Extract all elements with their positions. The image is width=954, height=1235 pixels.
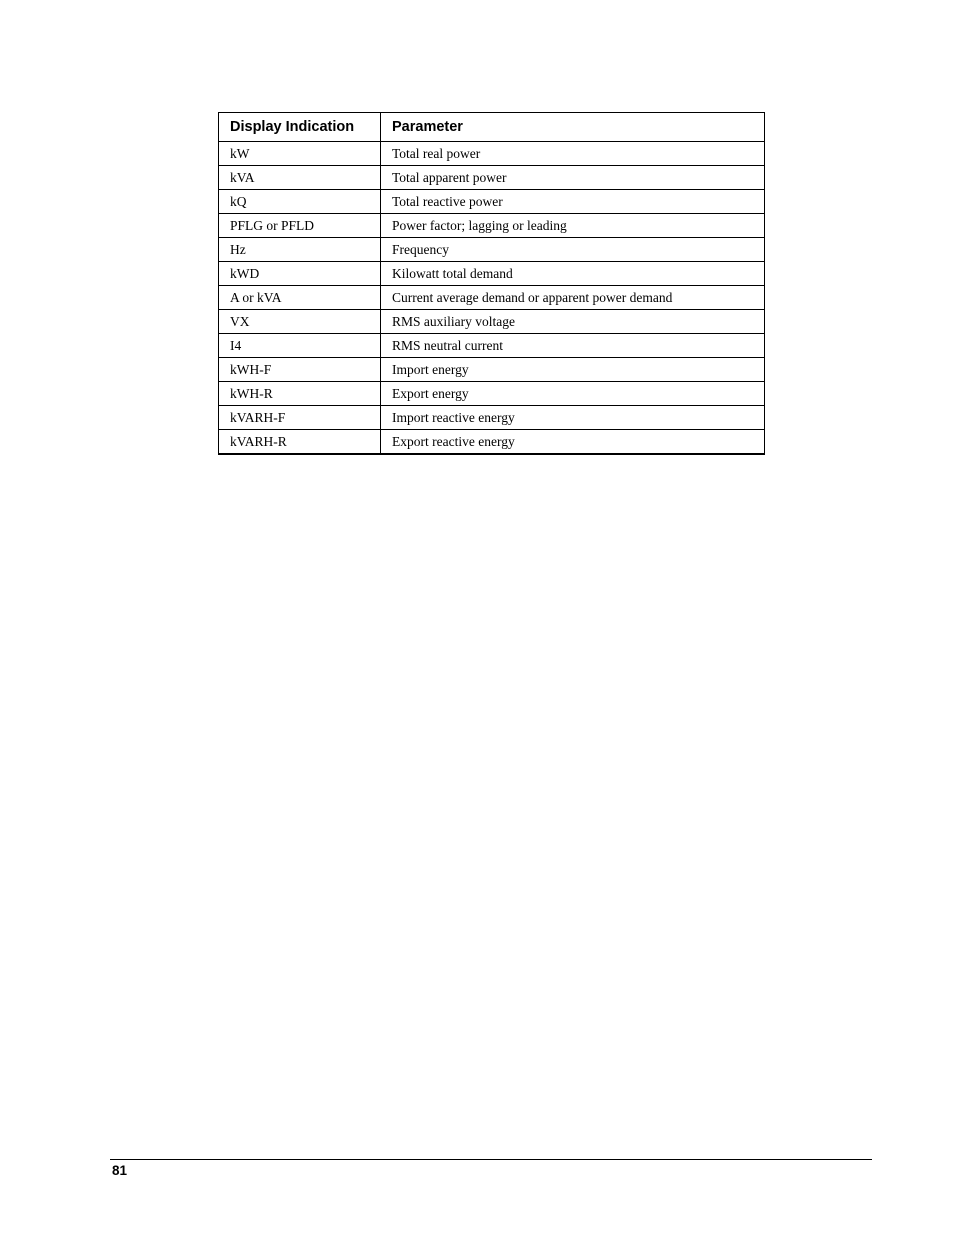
- cell-parameter: RMS neutral current: [381, 334, 765, 358]
- cell-display-indication: kWH-F: [219, 358, 381, 382]
- table-header-row: [219, 113, 765, 142]
- table-row: [219, 166, 765, 190]
- table-header: [219, 113, 765, 142]
- cell-display-indication: Hz: [219, 238, 381, 262]
- cell-display-indication: kWH-R: [219, 382, 381, 406]
- cell-display-indication: kVA: [219, 166, 381, 190]
- table-row: [219, 406, 765, 430]
- cell-parameter: Import energy: [381, 358, 765, 382]
- cell-parameter: Total apparent power: [381, 166, 765, 190]
- page-number: 81: [112, 1163, 128, 1178]
- cell-display-indication: kVARH-F: [219, 406, 381, 430]
- cell-display-indication: A or kVA: [219, 286, 381, 310]
- cell-parameter: Total real power: [381, 142, 765, 166]
- cell-parameter: Power factor; lagging or leading: [381, 214, 765, 238]
- cell-parameter: RMS auxiliary voltage: [381, 310, 765, 334]
- cell-parameter: Total reactive power: [381, 190, 765, 214]
- cell-parameter: Import reactive energy: [381, 406, 765, 430]
- cell-parameter: Kilowatt total demand: [381, 262, 765, 286]
- cell-display-indication: I4: [219, 334, 381, 358]
- cell-display-indication: PFLG or PFLD: [219, 214, 381, 238]
- footer-divider: [110, 1159, 872, 1160]
- table-row: [219, 382, 765, 406]
- header-display-indication: Display Indication: [219, 113, 381, 142]
- table-row: [219, 358, 765, 382]
- parameter-table: [218, 112, 765, 455]
- table-row: [219, 430, 765, 455]
- cell-display-indication: kWD: [219, 262, 381, 286]
- cell-display-indication: kVARH-R: [219, 430, 381, 455]
- table-row: [219, 262, 765, 286]
- header-parameter: Parameter: [381, 113, 765, 142]
- table-row: [219, 310, 765, 334]
- table-body: [219, 142, 765, 455]
- table-row: [219, 142, 765, 166]
- table-row: [219, 214, 765, 238]
- cell-parameter: Export energy: [381, 382, 765, 406]
- table-row: [219, 286, 765, 310]
- cell-display-indication: kQ: [219, 190, 381, 214]
- cell-parameter: Frequency: [381, 238, 765, 262]
- table-row: [219, 334, 765, 358]
- cell-display-indication: VX: [219, 310, 381, 334]
- table-row: [219, 238, 765, 262]
- cell-parameter: Current average demand or apparent power demand: [381, 286, 765, 310]
- cell-parameter: Export reactive energy: [381, 430, 765, 455]
- table-row: [219, 190, 765, 214]
- cell-display-indication: kW: [219, 142, 381, 166]
